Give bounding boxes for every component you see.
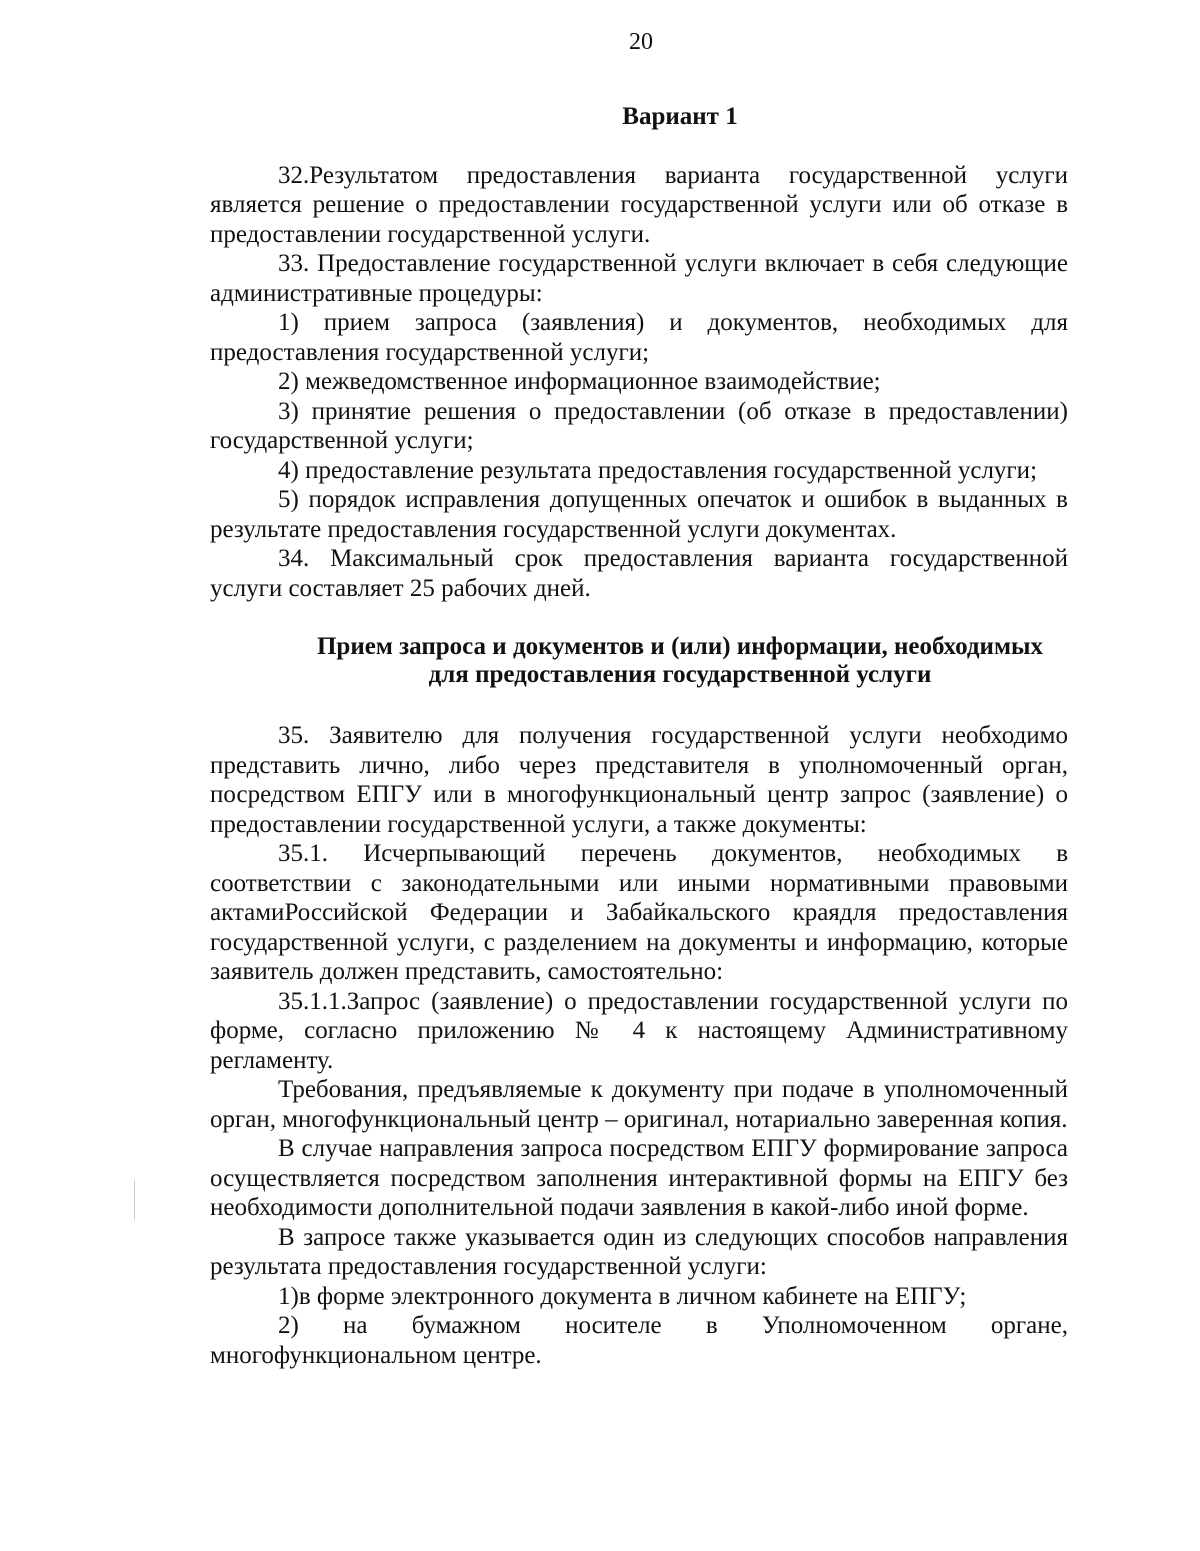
procedure-item-3: 3) принятие решения о предоставлении (об отказе в предоставлении) государственной услуги; — [210, 397, 1068, 454]
document-body — [210, 102, 1068, 1370]
section-heading-line-2: для предоставления государственной услуги — [428, 661, 932, 688]
result-method-item-1: 1)в форме электронного документа в личном кабинете на ЕПГУ; — [278, 1282, 967, 1310]
requirements-paragraph: Требования, предъявляемые к документу при подаче в уполномоченный орган, многофункциональный центр – оригинал, нотариально заверенная копия. — [210, 1076, 1068, 1133]
paragraph-35-1: 35.1. Исчерпывающий перечень документов, необходимых в соответствии с законодательными или иными нормативными правовыми актамиРоссийской Федерации и Забайкальского краядля предоставления государственной услуги, с разделением на документы и информацию, которые заявитель должен представить, самостоятельно: — [210, 840, 1068, 985]
scan-artifact-line — [134, 1180, 135, 1220]
result-method-paragraph: В запросе также указывается один из следующих способов направления результата предоставления государственной услуги: — [210, 1223, 1068, 1280]
paragraph-35: 35. Заявителю для получения государственной услуги необходимо представить лично, либо через представителя в уполномоченный орган, посредством ЕПГУ или в многофункциональный центр запрос (заявление) о предоставлении государственной услуги, а также документы: — [210, 722, 1068, 838]
page-number: 20 — [629, 29, 653, 55]
paragraph-32: 32.Результатом предоставления варианта государственной услуги является решение о предоставлении государственной услуги или об отказе в предоставлении государственной услуги. — [210, 161, 1068, 248]
procedure-item-5: 5) порядок исправления допущенных опечаток и ошибок в выданных в результате предоставления государственной услуги документах. — [210, 486, 1068, 543]
epgu-paragraph: В случае направления запроса посредством ЕПГУ формирование запроса осуществляется посредством заполнения интерактивной формы на ЕПГУ без необходимости дополнительной подачи заявления в какой-либо иной форме. — [210, 1135, 1068, 1221]
procedure-item-2: 2) межведомственное информационное взаимодействие; — [278, 368, 881, 395]
paragraph-35-1-1: 35.1.1.Запрос (заявление) о предоставлении государственной услуги по форме, согласно приложению № 4 к настоящему Административному регламенту. — [210, 987, 1068, 1074]
paragraph-34: 34. Максимальный срок предоставления варианта государственной услуги составляет 25 рабочих дней. — [210, 545, 1068, 602]
result-method-item-2: 2) на бумажном носителе в Уполномоченном органе, многофункциональном центре. — [210, 1312, 1068, 1369]
variant-heading: Вариант 1 — [622, 103, 738, 130]
section-heading-line-1: Прием запроса и документов и (или) информации, необходимых — [316, 633, 1043, 660]
section-heading — [210, 633, 1068, 689]
procedure-item-4: 4) предоставление результата предоставления государственной услуги; — [278, 456, 1038, 484]
paragraph-33: 33. Предоставление государственной услуги включает в себя следующие административные процедуры: — [210, 250, 1068, 307]
procedure-item-1: 1) прием запроса (заявления) и документов, необходимых для предоставления государственной услуги; — [210, 309, 1068, 366]
